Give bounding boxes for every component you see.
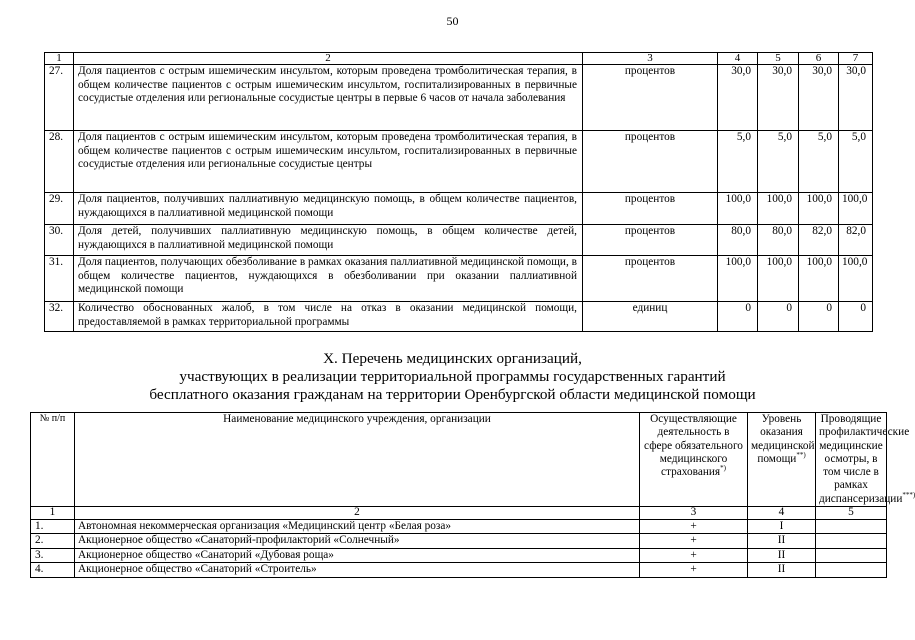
indicator-value: 100,0 [839, 193, 873, 225]
col-header-level [748, 413, 816, 507]
indicator-value: 100,0 [839, 256, 873, 302]
indicator-unit: процентов [583, 193, 718, 225]
column-number: 5 [816, 507, 887, 520]
oms-flag: + [640, 519, 748, 534]
row-number: 31. [45, 256, 74, 302]
care-level: II [748, 534, 816, 549]
section-title-line: участвующих в реализации территориальной программы государственных гарантий [179, 368, 726, 385]
indicator-description: Доля пациентов с острым ишемическим инсультом, которым проведена тромболитическая терапия, в общем количестве пациентов с острым ишемическим инсультом, госпитализированных в первичные сосудистые отделения или региональные сосудистые центры в первые 6 часов от начала заболевания [74, 65, 583, 131]
checkups-flag [816, 519, 887, 534]
column-numbers-row [31, 507, 887, 520]
row-number: 30. [45, 225, 74, 256]
footnote-mark: ***) [902, 491, 915, 500]
header-cell: 6 [799, 53, 839, 65]
footnote-mark: *) [720, 464, 726, 473]
organization-name: Автономная некоммерческая организация «Медицинский центр «Белая роза» [75, 519, 640, 534]
indicator-value: 82,0 [799, 225, 839, 256]
indicator-description: Доля пациентов, получающих обезболивание в рамках оказания паллиативной медицинской помощи, в общем количестве пациентов, нуждающихся в обезболивании при оказании паллиативной медицинской помощи [74, 256, 583, 302]
indicator-unit: процентов [583, 65, 718, 131]
column-number: 3 [640, 507, 748, 520]
table-row [45, 65, 873, 131]
indicator-unit: процентов [583, 225, 718, 256]
section-title-line: X. Перечень медицинских организаций, [323, 350, 582, 367]
indicator-value: 0 [718, 302, 758, 332]
table-row [45, 193, 873, 225]
table-row [31, 548, 887, 563]
indicator-value: 5,0 [758, 131, 799, 193]
row-number: 32. [45, 302, 74, 332]
indicator-value: 100,0 [718, 193, 758, 225]
header-cell: 2 [74, 53, 583, 65]
oms-flag: + [640, 563, 748, 578]
header-cell: 7 [839, 53, 873, 65]
care-level: II [748, 548, 816, 563]
row-number: 28. [45, 131, 74, 193]
section-title [0, 350, 905, 404]
indicators-header-row [45, 53, 873, 65]
indicators-table [44, 52, 873, 332]
indicator-value: 100,0 [758, 193, 799, 225]
indicator-unit: единиц [583, 302, 718, 332]
indicator-value: 100,0 [799, 256, 839, 302]
table-row [45, 256, 873, 302]
oms-flag: + [640, 548, 748, 563]
indicator-description: Доля детей, получивших паллиативную медицинскую помощь, в общем количестве детей, нуждающихся в паллиативной медицинской помощи [74, 225, 583, 256]
indicator-value: 0 [839, 302, 873, 332]
row-number: 27. [45, 65, 74, 131]
row-number: 4. [31, 563, 75, 578]
indicator-value: 100,0 [758, 256, 799, 302]
indicator-value: 82,0 [839, 225, 873, 256]
indicator-value: 30,0 [758, 65, 799, 131]
indicator-value: 5,0 [718, 131, 758, 193]
indicator-value: 80,0 [718, 225, 758, 256]
indicator-value: 80,0 [758, 225, 799, 256]
indicator-description: Количество обоснованных жалоб, в том числе на отказ в оказании медицинской помощи, предоставляемой в рамках территориальной программы [74, 302, 583, 332]
column-number: 4 [748, 507, 816, 520]
col-header-oms-text: Осуществляющие деятельность в сфере обязательного медицинского страхования [644, 413, 743, 479]
indicator-value: 30,0 [799, 65, 839, 131]
indicator-value: 100,0 [718, 256, 758, 302]
header-cell: 4 [718, 53, 758, 65]
col-header-checkups-text: Проводящие профилактические медицинские осмотры, в том числе в рамках диспансеризации [819, 413, 910, 505]
indicator-value: 5,0 [799, 131, 839, 193]
care-level: II [748, 563, 816, 578]
organization-name: Акционерное общество «Санаторий-профилакторий «Солнечный» [75, 534, 640, 549]
header-cell: 3 [583, 53, 718, 65]
table-row [31, 563, 887, 578]
organization-name: Акционерное общество «Санаторий «Дубовая роща» [75, 548, 640, 563]
col-header-name: Наименование медицинского учреждения, организации [75, 413, 640, 507]
care-level: I [748, 519, 816, 534]
indicator-unit: процентов [583, 256, 718, 302]
col-header-checkups [816, 413, 915, 507]
column-number: 1 [31, 507, 75, 520]
row-number: 2. [31, 534, 75, 549]
checkups-flag [816, 548, 887, 563]
row-number: 29. [45, 193, 74, 225]
indicator-value: 30,0 [839, 65, 873, 131]
section-title-line: бесплатного оказания гражданам на территории Оренбургской области медицинской помощи [149, 386, 756, 403]
oms-flag: + [640, 534, 748, 549]
header-cell: 5 [758, 53, 799, 65]
indicator-value: 100,0 [799, 193, 839, 225]
indicator-unit: процентов [583, 131, 718, 193]
row-number: 3. [31, 548, 75, 563]
indicator-value: 0 [799, 302, 839, 332]
organizations-header-row [31, 413, 887, 507]
indicator-value: 0 [758, 302, 799, 332]
table-row [45, 302, 873, 332]
col-header-oms [640, 413, 748, 507]
indicator-description: Доля пациентов, получивших паллиативную медицинскую помощь, в общем количестве пациентов, нуждающихся в паллиативной медицинской помощи [74, 193, 583, 225]
indicator-description: Доля пациентов с острым ишемическим инсультом, которым проведена тромболитическая терапия, в общем количестве пациентов с острым ишемическим инсультом, госпитализированных в первичные сосудистые отделения или региональные сосудистые центры [74, 131, 583, 193]
table-row [45, 225, 873, 256]
footnote-mark: **) [796, 451, 806, 460]
table-row [31, 519, 887, 534]
organization-name: Акционерное общество «Санаторий «Строитель» [75, 563, 640, 578]
organizations-table [30, 412, 915, 578]
table-row [31, 534, 887, 549]
column-number: 2 [75, 507, 640, 520]
col-header-level-text: Уровень оказания медицинской помощи [751, 413, 815, 465]
indicator-value: 5,0 [839, 131, 873, 193]
header-cell: 1 [45, 53, 74, 65]
indicator-value: 30,0 [718, 65, 758, 131]
page-number: 50 [446, 14, 459, 28]
checkups-flag [816, 563, 887, 578]
checkups-flag [816, 534, 887, 549]
table-row [45, 131, 873, 193]
col-header-number: № п/п [31, 413, 75, 507]
row-number: 1. [31, 519, 75, 534]
